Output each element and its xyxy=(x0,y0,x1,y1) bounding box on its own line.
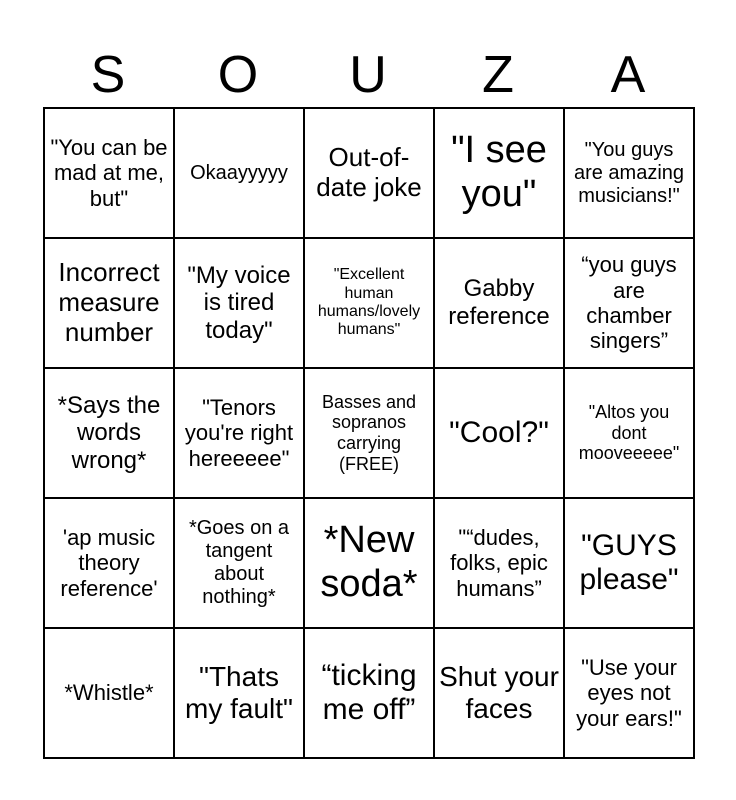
board-row xyxy=(44,108,694,238)
bingo-cell[interactable]: “you guys are chamber singers” xyxy=(564,238,694,368)
board-row xyxy=(44,368,694,498)
bingo-cell[interactable]: *Goes on a tangent about nothing* xyxy=(174,498,304,628)
bingo-cell[interactable]: "You can be mad at me, but" xyxy=(44,108,174,238)
bingo-cell[interactable]: *Says the words wrong* xyxy=(44,368,174,498)
header-letter: S xyxy=(90,46,126,104)
bingo-cell[interactable]: "GUYS please" xyxy=(564,498,694,628)
bingo-cell[interactable]: “ticking me off” xyxy=(304,628,434,758)
bingo-board xyxy=(43,107,695,759)
header-letter: O xyxy=(217,46,259,104)
bingo-cell[interactable]: "Tenors you're right hereeeee" xyxy=(174,368,304,498)
bingo-cell[interactable]: "Cool?" xyxy=(434,368,564,498)
bingo-cell[interactable]: "Altos you dont mooveeeee" xyxy=(564,368,694,498)
header-letter: Z xyxy=(482,46,514,104)
board-row xyxy=(44,498,694,628)
header-letter: A xyxy=(610,46,646,104)
board-row xyxy=(44,238,694,368)
bingo-cell[interactable]: "Excellent human humans/lovely humans" xyxy=(304,238,434,368)
bingo-cell[interactable]: 'ap music theory reference' xyxy=(44,498,174,628)
bingo-cell[interactable]: "“dudes, folks, epic humans” xyxy=(434,498,564,628)
bingo-header xyxy=(43,44,693,106)
bingo-cell[interactable]: Incorrect measure number xyxy=(44,238,174,368)
bingo-cell[interactable]: "You guys are amazing musicians!" xyxy=(564,108,694,238)
bingo-cell[interactable]: *New soda* xyxy=(304,498,434,628)
bingo-cell[interactable]: Basses and sopranos carrying (FREE) xyxy=(304,368,434,498)
bingo-cell[interactable]: "My voice is tired today" xyxy=(174,238,304,368)
header-letter: U xyxy=(349,46,387,104)
bingo-cell[interactable]: "Use your eyes not your ears!" xyxy=(564,628,694,758)
bingo-cell[interactable]: "I see you" xyxy=(434,108,564,238)
bingo-cell[interactable]: "Thats my fault" xyxy=(174,628,304,758)
bingo-cell[interactable]: *Whistle* xyxy=(44,628,174,758)
board-row xyxy=(44,628,694,758)
bingo-cell[interactable]: Gabby reference xyxy=(434,238,564,368)
bingo-cell[interactable]: Shut your faces xyxy=(434,628,564,758)
bingo-cell[interactable]: Out-of-date joke xyxy=(304,108,434,238)
bingo-cell[interactable]: Okaayyyyy xyxy=(174,108,304,238)
